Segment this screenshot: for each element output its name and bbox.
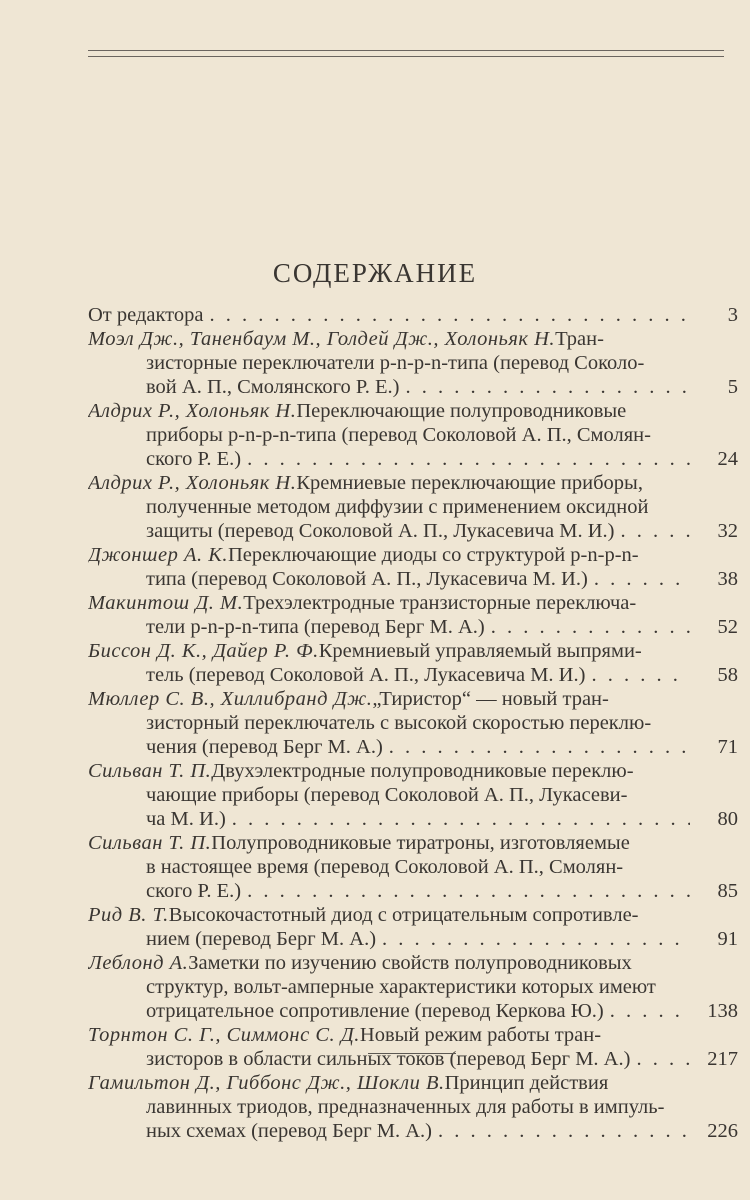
toc-entry-author: Сильван Т. П.: [88, 760, 212, 782]
toc-entry-line: [88, 1047, 690, 1071]
toc-entry-line: [88, 855, 690, 879]
toc-entry: [88, 303, 738, 327]
toc-entry-text: От редактора: [88, 304, 204, 326]
toc-entry: [88, 543, 738, 591]
toc-entry-line: [88, 663, 690, 687]
toc-entry-line: [88, 1119, 690, 1143]
toc-entry-line: [88, 687, 690, 711]
toc-entry-line: [88, 903, 690, 927]
toc-entry-text: Кремниевый управляемый выпрями-: [318, 640, 642, 662]
toc-entry-text: Новый режим работы тран-: [359, 1024, 602, 1046]
toc-entry: [88, 639, 738, 687]
toc-entry-line: [88, 927, 690, 951]
dot-leader: [226, 807, 690, 831]
toc-entry-line: [88, 615, 690, 639]
table-of-contents: [88, 303, 738, 1143]
toc-entry-text: чения (перевод Берг М. А.): [146, 736, 383, 758]
toc-entry-line: [88, 543, 690, 567]
toc-entry-text: нием (перевод Берг М. А.): [146, 928, 377, 950]
toc-entry-line: [88, 303, 690, 327]
toc-entry-page-number: 138: [707, 1000, 738, 1022]
toc-entry-text: ча М. И.): [146, 808, 226, 830]
toc-entry-author: Биссон Д. К., Дайер Р. Ф.: [88, 640, 319, 662]
toc-entry-text: Полупроводниковые тиратроны, изготовляемые: [211, 832, 630, 854]
toc-entry-text: Кремниевые переключающие приборы,: [296, 472, 643, 494]
toc-entry-text: зисторный переключатель с высокой скоростью переклю-: [146, 712, 652, 734]
toc-entry-page-number: 71: [717, 736, 738, 758]
toc-entry-page-number: 80: [717, 808, 738, 830]
toc-entry-text: Переключающие диоды со структурой p-n-p-n-: [227, 544, 639, 566]
toc-entry-text: зисторные переключатели p-n-p-n-типа (перевод Соколо-: [146, 352, 645, 374]
toc-entry-line: [88, 375, 690, 399]
dot-leader: [585, 663, 690, 687]
toc-entry-text: Переключающие полупроводниковые: [296, 400, 627, 422]
toc-entry-line: [88, 567, 690, 591]
toc-entry-page-number: 3: [727, 304, 738, 326]
toc-entry-author: Алдрих Р., Холоньяк Н.: [88, 472, 297, 494]
toc-entry-line: [88, 783, 690, 807]
toc-entry-page-number: 24: [717, 448, 738, 470]
dot-leader: [485, 615, 690, 639]
toc-entry-line: [88, 495, 690, 519]
toc-entry-author: Алдрих Р., Холоньяк Н.: [88, 400, 297, 422]
toc-entry-line: [88, 759, 690, 783]
toc-entry: [88, 903, 738, 951]
toc-entry-text: приборы p-n-p-n-типа (перевод Соколовой А. П., Смолян-: [146, 424, 651, 446]
toc-entry-text: Тран-: [555, 328, 604, 350]
toc-entry-author: Торнтон С. Г., Симмонс С. Д.: [88, 1024, 360, 1046]
toc-entry-text: Трехэлектродные транзисторные переключа-: [243, 592, 637, 614]
toc-entry-text: чающие приборы (перевод Соколовой А. П., Лукасеви-: [146, 784, 628, 806]
toc-entry-line: [88, 1071, 690, 1095]
dot-leader: [203, 303, 690, 327]
toc-entry-author: Моэл Дж., Таненбаум М., Голдей Дж., Холоньяк Н.: [88, 328, 556, 350]
dot-leader: [615, 519, 691, 543]
toc-entry-page-number: 32: [717, 520, 738, 542]
toc-entry-page-number: 226: [707, 1120, 738, 1142]
toc-entry-line: [88, 831, 690, 855]
toc-entry-text: лавинных триодов, предназначенных для работы в импуль-: [146, 1096, 665, 1118]
toc-entry-page-number: 52: [717, 616, 738, 638]
toc-entry-line: [88, 951, 690, 975]
toc-entry-line: [88, 1023, 690, 1047]
toc-entry-author: Макинтош Д. М.: [88, 592, 244, 614]
toc-entry: [88, 759, 738, 831]
toc-entry-text: Высокочастотный диод с отрицательным сопротивле-: [168, 904, 639, 926]
toc-entry-text: защиты (перевод Соколовой А. П., Лукасевича М. И.): [146, 520, 615, 542]
toc-entry-line: [88, 879, 690, 903]
toc-entry-line: [88, 519, 690, 543]
toc-entry-text: Принцип действия: [444, 1072, 609, 1094]
dot-leader: [432, 1119, 690, 1143]
toc-entry-line: [88, 447, 690, 471]
toc-entry-line: [88, 735, 690, 759]
toc-entry-line: [88, 399, 690, 423]
toc-entry-line: [88, 975, 690, 999]
toc-entry-line: [88, 639, 690, 663]
toc-entry-text: тели p-n-p-n-типа (перевод Берг М. А.): [146, 616, 485, 638]
toc-entry-text: „Тиристор“ — новый тран-: [372, 688, 609, 710]
toc-entry-line: [88, 423, 690, 447]
dot-leader: [399, 375, 690, 399]
toc-entry: [88, 951, 738, 1023]
toc-entry-line: [88, 591, 690, 615]
top-rule: [88, 50, 724, 51]
toc-entry-page-number: 5: [727, 376, 738, 398]
toc-entry-line: [88, 327, 690, 351]
dot-leader: [241, 879, 690, 903]
toc-entry-text: Двухэлектродные полупроводниковые переклю-: [211, 760, 634, 782]
toc-entry: [88, 399, 738, 471]
toc-entry: [88, 1071, 738, 1143]
toc-entry: [88, 1023, 738, 1071]
toc-entry: [88, 471, 738, 543]
toc-entry-text: зисторов в области сильных токов (перевод Берг М. А.): [146, 1048, 631, 1070]
toc-entry-text: тель (перевод Соколовой А. П., Лукасевича М. И.): [146, 664, 586, 686]
page-title: СОДЕРЖАНИЕ: [272, 258, 478, 288]
toc-entry-line: [88, 999, 690, 1023]
toc-entry-text: отрицательное сопротивление (перевод Керкова Ю.): [146, 1000, 604, 1022]
toc-entry-author: Джоншер А. К.: [88, 544, 228, 566]
toc-entry-line: [88, 711, 690, 735]
toc-entry: [88, 327, 738, 399]
toc-entry-text: ского Р. Е.): [146, 448, 242, 470]
toc-entry-text: Заметки по изучению свойств полупроводниковых: [188, 952, 632, 974]
dot-leader: [588, 567, 690, 591]
toc-entry-author: Гамильтон Д., Гиббонс Дж., Шокли В.: [88, 1072, 445, 1094]
toc-entry-author: Леблонд А.: [88, 952, 189, 974]
dot-leader: [376, 927, 690, 951]
toc-entry-author: Рид В. Т.: [88, 904, 169, 926]
toc-entry-author: Сильван Т. П.: [88, 832, 212, 854]
toc-entry-page-number: 85: [717, 880, 738, 902]
toc-entry-text: полученные методом диффузии с применением оксидной: [146, 496, 649, 518]
toc-entry-line: [88, 471, 690, 495]
toc-entry: [88, 831, 738, 903]
toc-entry-text: структур, вольт-амперные характеристики которых имеют: [146, 976, 656, 998]
toc-entry: [88, 591, 738, 639]
toc-entry: [88, 687, 738, 759]
dot-leader: [383, 735, 690, 759]
dot-leader: [604, 999, 690, 1023]
dot-leader: [241, 447, 690, 471]
toc-entry-text: типа (перевод Соколовой А. П., Лукасевича М. И.): [146, 568, 588, 590]
toc-entry-text: в настоящее время (перевод Соколовой А. П., Смолян-: [146, 856, 624, 878]
bottom-rule: [368, 1053, 456, 1054]
toc-entry-line: [88, 351, 690, 375]
toc-entry-author: Мюллер С. В., Хиллибранд Дж.: [88, 688, 373, 710]
toc-entry-text: ского Р. Е.): [146, 880, 242, 902]
toc-entry-text: вой А. П., Смолянского Р. Е.): [146, 376, 400, 398]
dot-leader: [630, 1047, 690, 1071]
toc-entry-page-number: 58: [717, 664, 738, 686]
toc-entry-line: [88, 1095, 690, 1119]
toc-entry-page-number: 91: [717, 928, 738, 950]
toc-entry-page-number: 217: [707, 1048, 738, 1070]
toc-entry-page-number: 38: [717, 568, 738, 590]
toc-entry-line: [88, 807, 690, 831]
top-rule: [88, 56, 724, 57]
toc-entry-text: ных схемах (перевод Берг М. А.): [146, 1120, 432, 1142]
